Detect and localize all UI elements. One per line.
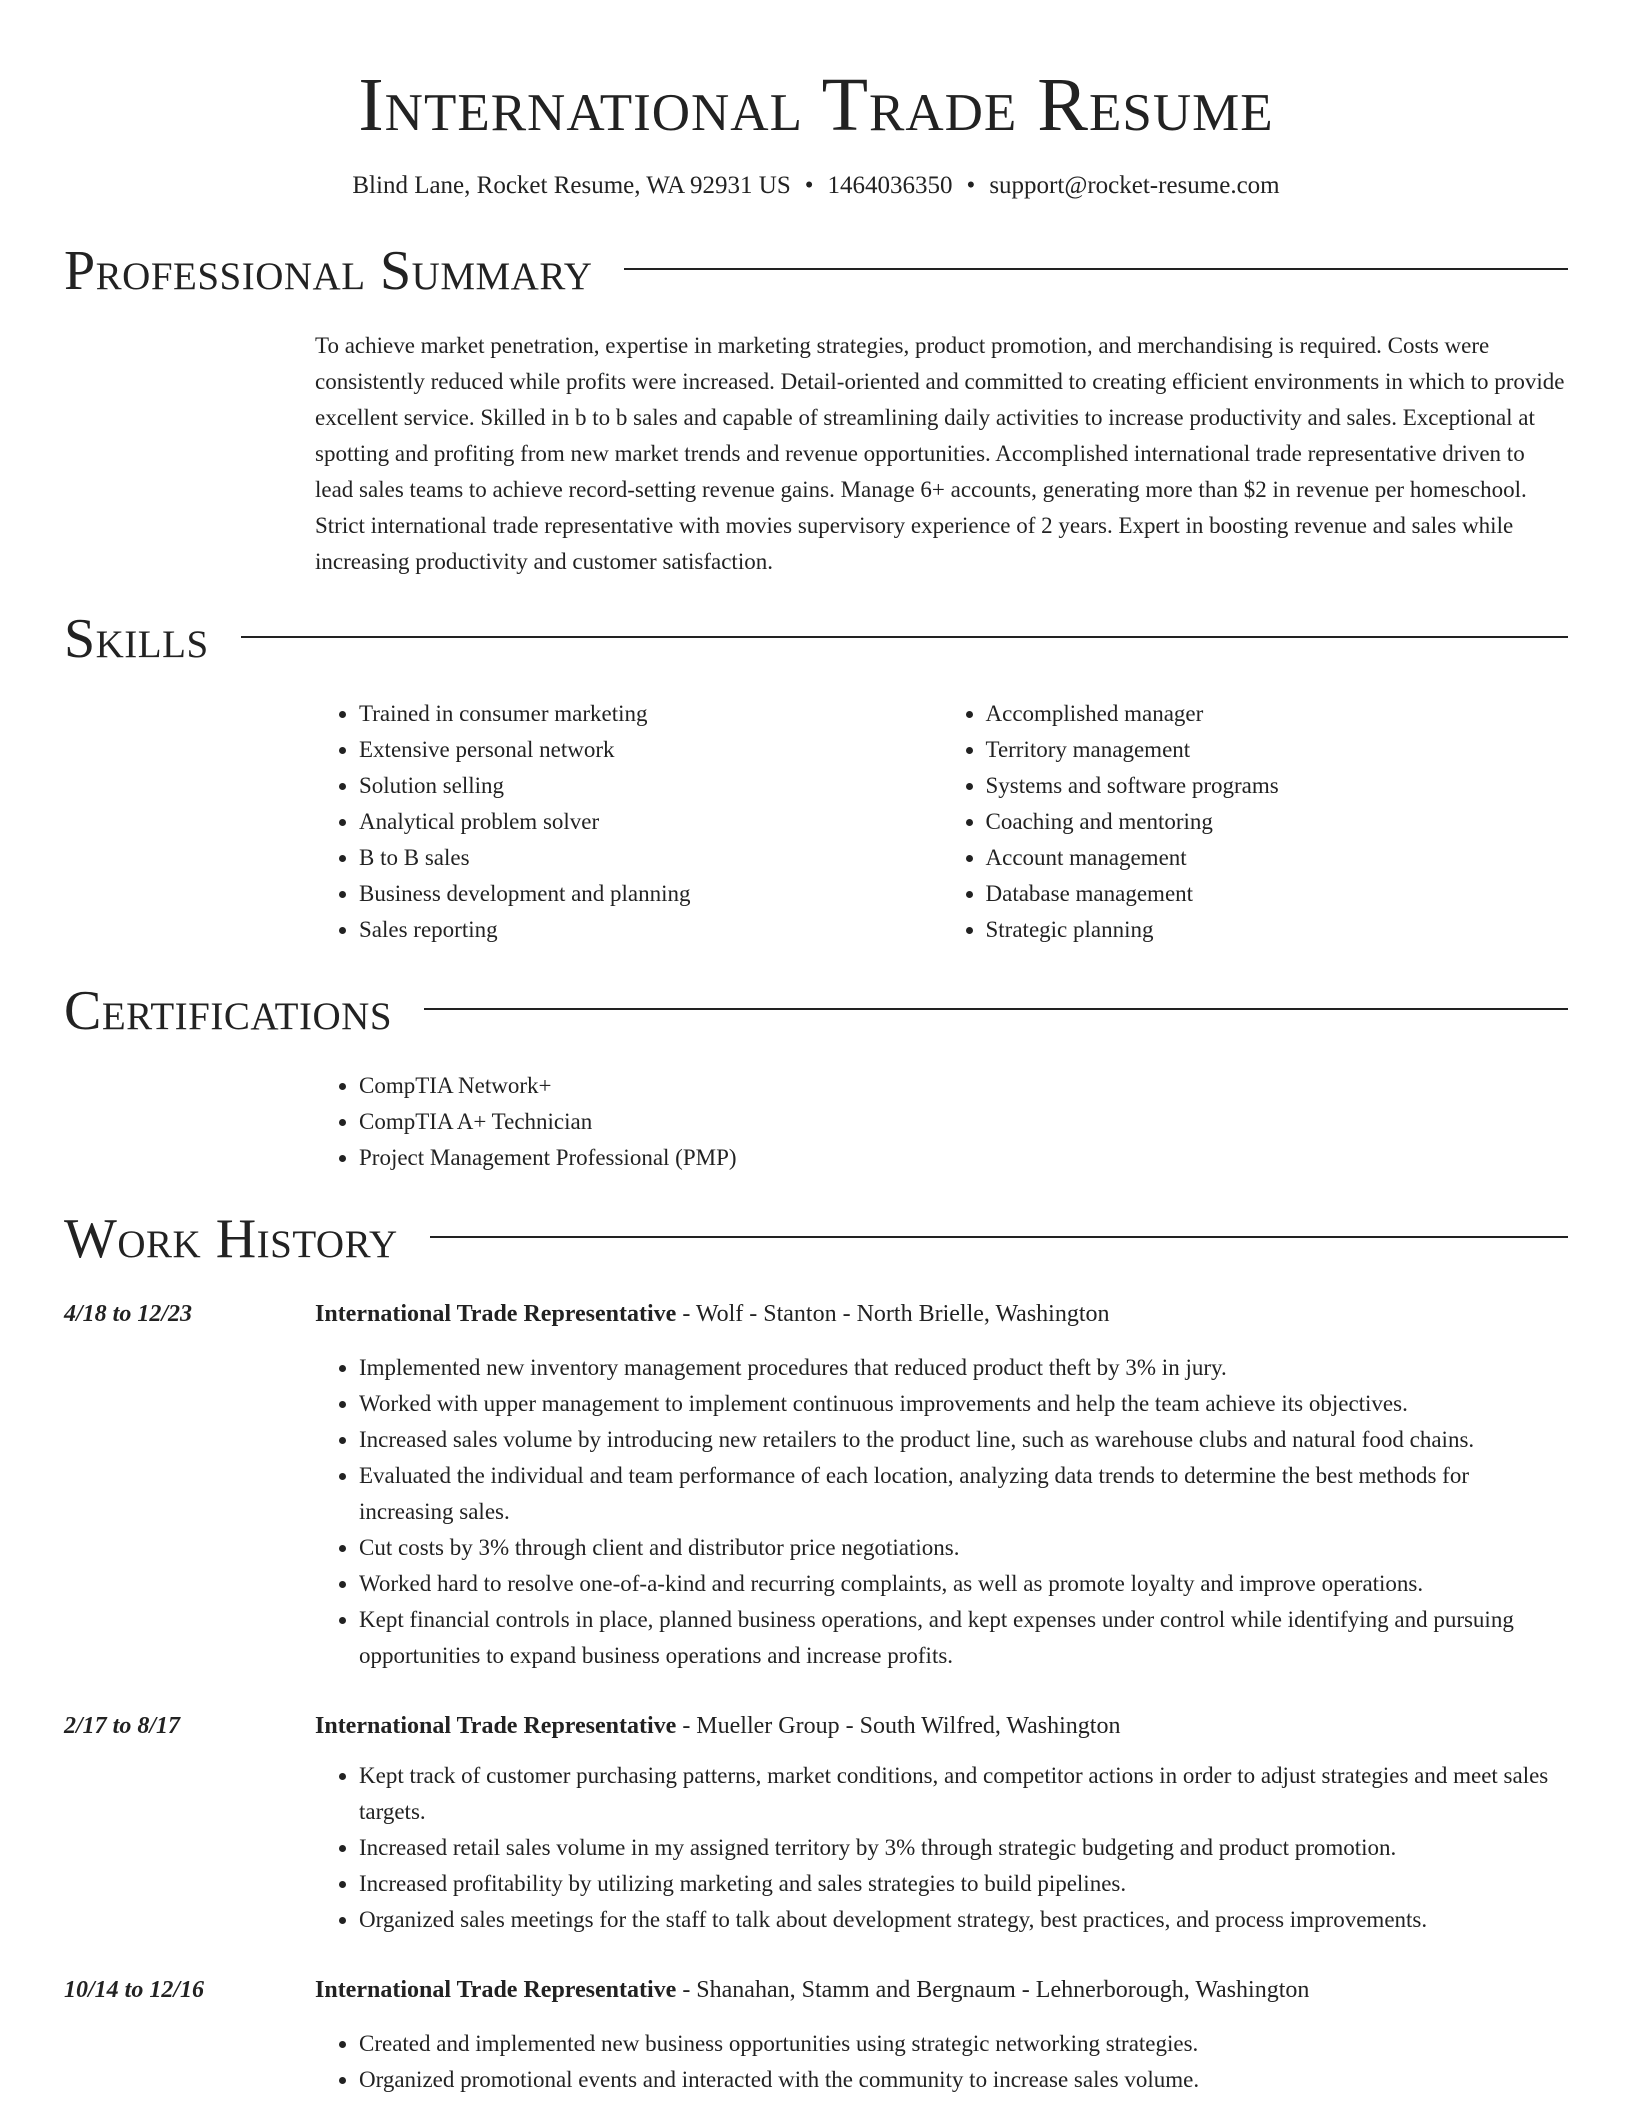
skill-item: • Coaching and mentoring: [986, 804, 1569, 840]
job-entry: [64, 1972, 1568, 2098]
skill-item: • Database management: [986, 876, 1569, 912]
job-body: [315, 1708, 1568, 1938]
job-dates: 10/14 to 12/16: [64, 1977, 205, 2003]
job-header: [315, 1708, 1568, 1744]
skill-item: • Solution selling: [359, 768, 942, 804]
skill-item: • Account management: [986, 840, 1569, 876]
skill-item: • Extensive personal network: [359, 732, 942, 768]
contact-phone: 1464036350: [827, 172, 953, 199]
section-divider: [430, 1236, 1568, 1238]
certification-item: • CompTIA Network+: [359, 1068, 1568, 1104]
skill-item: • Territory management: [986, 732, 1569, 768]
certifications-list: [315, 1068, 1568, 1176]
summary-heading: Professional Summary: [64, 240, 593, 302]
certification-item: • CompTIA A+ Technician: [359, 1104, 1568, 1140]
resume-title: International Trade Resume: [358, 63, 1274, 147]
contact-separator: •: [804, 172, 814, 199]
job-details: - Wolf - Stanton - North Brielle, Washington: [676, 1301, 1110, 1327]
work-history-section-header: [64, 1206, 1568, 1272]
job-bullet: • Worked with upper management to implement continuous improvements and help the team achieve its objectives.: [359, 1386, 1568, 1422]
certifications-heading: Certifications: [64, 980, 393, 1042]
job-bullets: [315, 2026, 1568, 2098]
job-body: [315, 1296, 1568, 1674]
job-dates: 4/18 to 12/23: [64, 1301, 193, 1327]
job-role: International Trade Representative: [315, 1977, 677, 2003]
section-divider: [424, 1008, 1568, 1010]
job-bullets: [315, 1350, 1568, 1674]
job-header: [315, 1296, 1568, 1332]
skill-item: • Systems and software programs: [986, 768, 1569, 804]
section-divider: [241, 636, 1568, 638]
skill-item: • Accomplished manager: [986, 696, 1569, 732]
job-bullet: • Cut costs by 3% through client and distributor price negotiations.: [359, 1530, 1568, 1566]
skill-item: • Strategic planning: [986, 912, 1569, 948]
skill-item: • Analytical problem solver: [359, 804, 942, 840]
contact-line: [64, 170, 1568, 202]
skills-heading: Skills: [64, 608, 209, 670]
job-bullet: • Kept track of customer purchasing patterns, market conditions, and competitor actions in order to adjust strategies and meet sales targets.: [359, 1758, 1568, 1830]
skills-column-left: [315, 696, 942, 948]
summary-text: To achieve market penetration, expertise in marketing strategies, product promotion, and merchandising is required. Costs were consistently reduced while profits were increased. Detail-oriented and committed to creating efficient environments in which to provide excellent service. Skilled in b to b sales and capable of streamlining daily activities to increase productivity and sales. Exceptional at spotting and profiting from new market trends and revenue opportunities. Accomplished international trade representative driven to lead sales teams to achieve record-setting revenue gains. Manage 6+ accounts, generating more than $2 in revenue per homeschool. Strict international trade representative with movies supervisory experience of 2 years. Expert in boosting revenue and sales while increasing productivity and customer satisfaction.: [315, 333, 1565, 574]
job-body: [315, 1972, 1568, 2098]
job-bullet: • Created and implemented new business opportunities using strategic networking strategies.: [359, 2026, 1568, 2062]
certifications-section-header: [64, 978, 1568, 1044]
certification-item: • Project Management Professional (PMP): [359, 1140, 1568, 1176]
skill-item: • Business development and planning: [359, 876, 942, 912]
skill-item: • Sales reporting: [359, 912, 942, 948]
job-bullet: • Increased profitability by utilizing marketing and sales strategies to build pipelines.: [359, 1866, 1568, 1902]
contact-email[interactable]: support@rocket-resume.com: [989, 172, 1280, 199]
resume-page: [64, 0, 1568, 2098]
contact-address: Blind Lane, Rocket Resume, WA 92931 US: [352, 172, 791, 199]
job-bullet: • Increased sales volume by introducing new retailers to the product line, such as warehouse clubs and natural food chains.: [359, 1422, 1568, 1458]
work-history-heading: Work History: [64, 1208, 398, 1270]
job-bullet: • Increased retail sales volume in my assigned territory by 3% through strategic budgeting and product promotion.: [359, 1830, 1568, 1866]
skills-section-header: [64, 606, 1568, 672]
job-entry: [64, 1296, 1568, 1674]
job-role: International Trade Representative: [315, 1713, 677, 1739]
job-details: - Shanahan, Stamm and Bergnaum - Lehnerborough, Washington: [676, 1977, 1310, 2003]
job-header: [315, 1972, 1568, 2008]
job-bullet: • Implemented new inventory management procedures that reduced product theft by 3% in jury.: [359, 1350, 1568, 1386]
job-bullet: • Kept financial controls in place, planned business operations, and kept expenses under control while identifying and pursuing opportunities to expand business operations and increase profits.: [359, 1602, 1568, 1674]
skill-item: • Trained in consumer marketing: [359, 696, 942, 732]
job-bullet: • Organized promotional events and interacted with the community to increase sales volume.: [359, 2062, 1568, 2098]
job-role: International Trade Representative: [315, 1301, 677, 1327]
job-bullet: • Evaluated the individual and team performance of each location, analyzing data trends to determine the best methods for increasing sales.: [359, 1458, 1568, 1530]
summary-section-header: [64, 238, 1568, 304]
skill-item: • B to B sales: [359, 840, 942, 876]
job-bullet: • Worked hard to resolve one-of-a-kind and recurring complaints, as well as promote loyalty and improve operations.: [359, 1566, 1568, 1602]
contact-separator: •: [966, 172, 976, 199]
job-details: - Mueller Group - South Wilfred, Washington: [676, 1713, 1121, 1739]
section-divider: [624, 268, 1568, 270]
job-entry: [64, 1708, 1568, 1938]
job-bullets: [315, 1758, 1568, 1938]
job-dates: 2/17 to 8/17: [64, 1713, 181, 1739]
skills-list: [315, 696, 1568, 948]
job-bullet: • Organized sales meetings for the staff to talk about development strategy, best practices, and process improvements.: [359, 1902, 1568, 1938]
skills-column-right: [942, 696, 1569, 948]
